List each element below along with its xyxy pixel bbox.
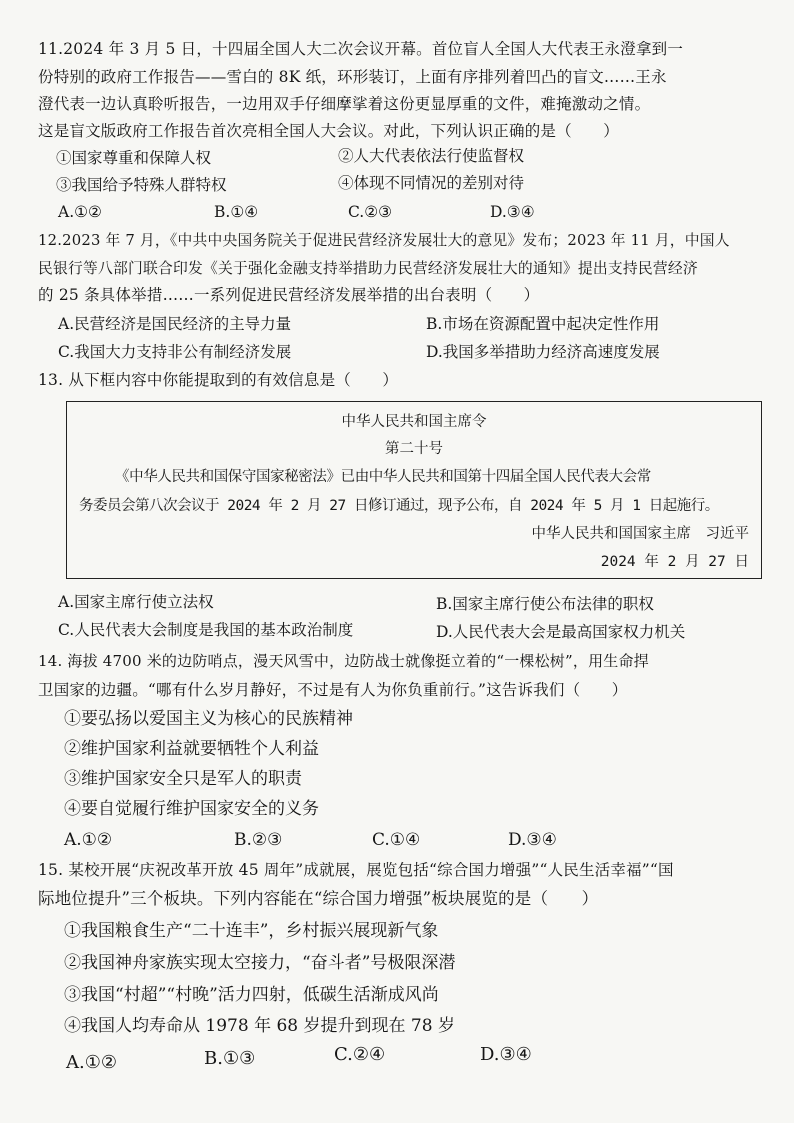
- q12-line2: 民银行等八部门联合印发《关于强化金融支持举措助力民营经济发展壮大的通知》提出支持民营经济: [38, 260, 698, 277]
- q15-line1: 15. 某校开展“庆祝改革开放 45 周年”成就展，展览包括“综合国力增强”“人民生活幸福”“国: [38, 861, 674, 879]
- q11-option-d: D.③④: [490, 203, 535, 221]
- q15-option-a: A.①②: [66, 1052, 117, 1073]
- q11-statement-1: ①国家尊重和保障人权: [56, 149, 212, 167]
- q14-line2: 卫国家的边疆。“哪有什么岁月静好，不过是有人为你负重前行。”这告诉我们（ ）: [38, 681, 628, 699]
- q15-statement-3: ③我国“村超”“村晚”活力四射，低碳生活渐成风尚: [64, 985, 439, 1005]
- decree-signature: 中华人民共和国国家主席 习近平: [531, 526, 749, 542]
- q14-line1: 14. 海拔 4700 米的边防哨点，漫天风雪中，边防战士就像挺立着的“一棵松树”，用生命捍: [38, 652, 649, 670]
- q14-option-c: C.①④: [372, 830, 421, 850]
- q12-line1: 12.2023 年 7 月，《中共中央国务院关于促进民营经济发展壮大的意见》发布；2023 年 11 月，中国人: [38, 232, 730, 249]
- q13-stem: 13. 从下框内容中你能提取到的有效信息是（ ）: [38, 371, 399, 389]
- q14-statement-4: ④要自觉履行维护国家安全的义务: [64, 799, 319, 819]
- q13-option-d: D.人民代表大会是最高国家权力机关: [436, 623, 686, 641]
- decree-body-line1: 《中华人民共和国保守国家秘密法》已由中华人民共和国第十四届全国人民代表大会常: [115, 469, 651, 485]
- q14-statement-3: ③维护国家安全只是军人的职责: [64, 769, 302, 789]
- decree-date: 2024 年 2 月 27 日: [600, 554, 749, 570]
- q15-option-b: B.①③: [204, 1048, 256, 1069]
- q12-option-c: C.我国大力支持非公有制经济发展: [58, 343, 292, 361]
- q11-statement-2: ②人大代表依法行使监督权: [338, 147, 525, 165]
- decree-title: 中华人民共和国主席令: [341, 414, 487, 430]
- q14-option-b: B.②③: [234, 830, 283, 850]
- q13-option-b: B.国家主席行使公布法律的职权: [436, 595, 654, 613]
- q15-option-c: C.②④: [334, 1044, 386, 1065]
- q11-option-a: A.①②: [58, 203, 102, 221]
- q15-statement-2: ②我国神舟家族实现太空接力，“奋斗者”号极限深潜: [64, 953, 456, 973]
- q12-option-b: B.市场在资源配置中起决定性作用: [426, 315, 660, 333]
- q11-line2: 份特别的政府工作报告——雪白的 8K 纸，环形装订，上面有序排列着凹凸的盲文……王永: [38, 68, 667, 86]
- q12-line3: 的 25 条具体举措……一系列促进民营经济发展举措的出台表明（ ）: [38, 286, 540, 304]
- q11-line4: 这是盲文版政府工作报告首次亮相全国人大会议。对此，下列认识正确的是（ ）: [38, 122, 619, 140]
- q14-option-d: D.③④: [508, 830, 557, 850]
- q13-option-c: C.人民代表大会制度是我国的基本政治制度: [58, 621, 354, 639]
- q15-statement-1: ①我国粮食生产“二十连丰”，乡村振兴展现新气象: [64, 921, 439, 941]
- q15-statement-4: ④我国人均寿命从 1978 年 68 岁提升到现在 78 岁: [64, 1016, 455, 1036]
- q11-line3: 澄代表一边认真聆听报告，一边用双手仔细摩挲着这份更显厚重的文件，难掩激动之情。: [38, 95, 651, 113]
- q15-line2: 际地位提升”三个板块。下列内容能在“综合国力增强”板块展览的是（ ）: [38, 889, 599, 908]
- decree-number: 第二十号: [385, 441, 443, 457]
- q11-option-b: B.①④: [214, 203, 259, 221]
- q14-statement-2: ②维护国家利益就要牺牲个人利益: [64, 739, 319, 759]
- q12-option-a: A.民营经济是国民经济的主导力量: [58, 315, 292, 333]
- q12-option-d: D.我国多举措助力经济高速度发展: [426, 343, 660, 361]
- q13-option-a: A.国家主席行使立法权: [58, 593, 214, 611]
- q15-option-d: D.③④: [480, 1044, 532, 1065]
- q14-option-a: A.①②: [64, 830, 113, 850]
- decree-body-line2: 务委员会第八次会议于 2024 年 2 月 27 日修订通过，现予公布，自 2024 年 5 月 1 日起施行。: [79, 498, 719, 514]
- decree-box: [66, 401, 762, 579]
- q11-statement-3: ③我国给予特殊人群特权: [56, 176, 227, 194]
- q11-line1: 11.2024 年 3 月 5 日，十四届全国人大二次会议开幕。首位盲人全国人大代表王永澄拿到一: [38, 40, 684, 58]
- q11-option-c: C.②③: [348, 203, 393, 221]
- q14-statement-1: ①要弘扬以爱国主义为核心的民族精神: [64, 709, 353, 729]
- q11-statement-4: ④体现不同情况的差别对待: [338, 174, 525, 192]
